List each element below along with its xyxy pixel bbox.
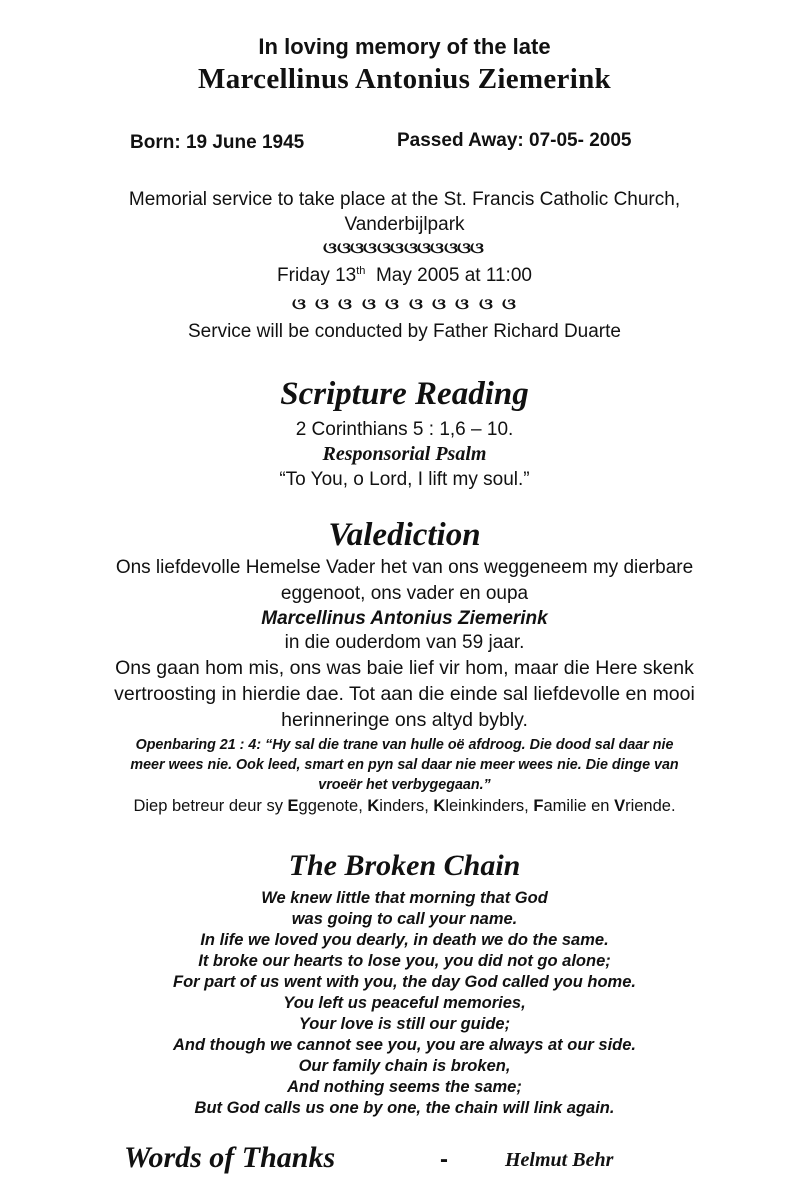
psalm-text: “To You, o Lord, I lift my soul.” (279, 469, 530, 490)
valediction-age: in die ouderdom van 59 jaar. (284, 632, 525, 653)
valediction-line: Ons liefdevolle Hemelse Vader het van ons weggeneem my dierbare (115, 557, 694, 578)
passed-date (397, 130, 632, 152)
poem-line: But God calls us one by one, the chain will link again. (194, 1099, 615, 1117)
thanks-dash: - (440, 1146, 448, 1173)
scripture-reference: 2 Corinthians 5 : 1,6 – 10. (295, 419, 514, 440)
poem-line: And though we cannot see you, you are always at our side. (172, 1036, 636, 1054)
valediction-name: Marcellinus Antonius Ziemerink (261, 608, 548, 629)
born-value: 19 June 1945 (185, 132, 305, 153)
service-location-line: Memorial service to take place at the St. Francis Catholic Church, (128, 189, 681, 210)
poem-line: was going to call your name. (291, 910, 518, 928)
thanks-heading: Words of Thanks (124, 1141, 336, 1174)
poem-line: Our family chain is broken, (298, 1057, 511, 1075)
passed-value: 07-05- 2005 (529, 130, 632, 151)
poem-heading: The Broken Chain (288, 849, 521, 882)
bible-verse-line: vroeër het verbygegaan.” (318, 777, 491, 793)
service-date: Friday 13th May 2005 at 11:00 (277, 265, 532, 286)
born-date (130, 132, 304, 154)
bible-verse-line: meer wees nie. Ook leed, smart en pyn sal daar nie meer wees nie. Die dinge van (130, 757, 679, 773)
poem-line: For part of us went with you, the day God called you home. (173, 973, 636, 991)
intro-line: In loving memory of the late (258, 34, 551, 59)
born-label: Born: (130, 132, 181, 153)
psalm-heading: Responsorial Psalm (322, 443, 487, 465)
ornament-divider-sparse: ଓ ଓ ଓ ଓ ଓ ଓ ଓ ଓ ଓ ଓ (291, 295, 518, 313)
service-location-city: Vanderbijlpark (344, 214, 465, 235)
scripture-heading: Scripture Reading (280, 376, 529, 412)
valediction-miss-line: herinneringe ons altyd bybly. (281, 709, 528, 731)
poem-line: Your love is still our guide; (298, 1015, 511, 1033)
poem-line: You left us peaceful memories, (283, 994, 526, 1012)
service-conductor: Service will be conducted by Father Richard Duarte (188, 321, 621, 342)
mourners-line: Diep betreur deur sy Eggenote, Kinders, Kleinkinders, Familie en Vriende. (133, 797, 676, 815)
valediction-miss-line: Ons gaan hom mis, ons was baie lief vir hom, maar die Here skenk (115, 657, 694, 679)
passed-label: Passed Away: (397, 130, 524, 151)
valediction-line: eggenoot, ons vader en oupa (280, 583, 529, 604)
ornament-divider-dense: ଓଓଓଓଓଓଓଓଓଓଓଓ (323, 239, 486, 257)
bible-verse-line: Openbaring 21 : 4: “Hy sal die trane van hulle oë afdroog. Die dood sal daar nie (135, 737, 674, 753)
valediction-miss-line: vertroosting in hierdie dae. Tot aan die einde sal liefdevolle en mooi (114, 683, 695, 705)
valediction-heading: Valediction (328, 517, 481, 553)
poem-line: We knew little that morning that God (261, 889, 548, 907)
poem-line: It broke our hearts to lose you, you did not go alone; (198, 952, 611, 970)
thanks-speaker: Helmut Behr (505, 1149, 614, 1171)
poem-line: And nothing seems the same; (287, 1078, 522, 1096)
poem-line: In life we loved you dearly, in death we do the same. (200, 931, 609, 949)
deceased-name: Marcellinus Antonius Ziemerink (198, 63, 611, 95)
